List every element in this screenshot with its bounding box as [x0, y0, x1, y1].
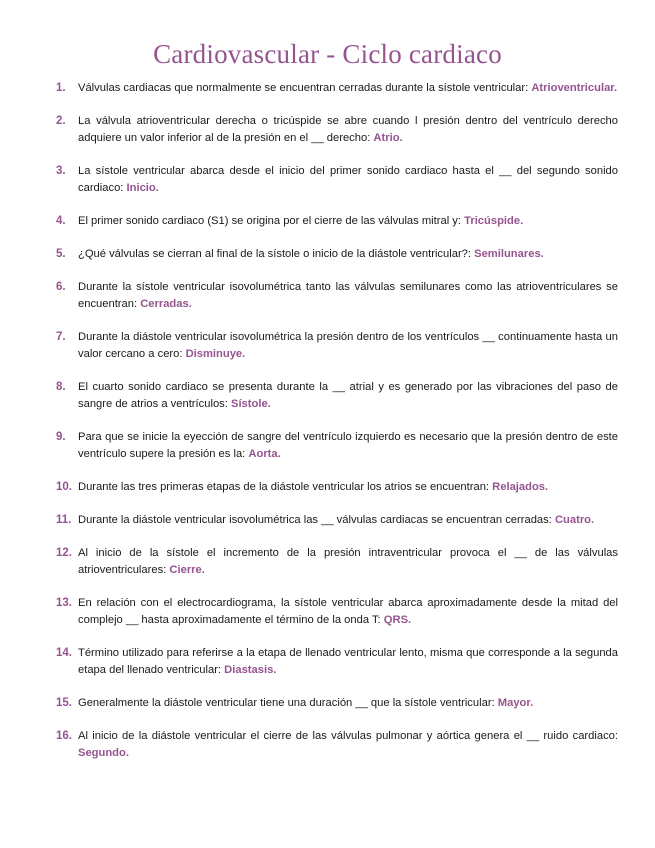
question-item: [56, 329, 618, 363]
question-item: [56, 213, 618, 230]
answer-text: Segundo.: [78, 747, 129, 759]
question-text: Al inicio de la sístole el incremento de la presión intraventricular provoca el __ de las válvulas atrioventriculares:: [78, 547, 618, 576]
question-item: [56, 645, 618, 679]
answer-text: Disminuye.: [185, 348, 246, 360]
question-item: [56, 279, 618, 313]
question-text: Al inicio de la diástole ventricular el cierre de las válvulas pulmonar y aórtica genera el __ ruido cardiaco:: [78, 730, 618, 742]
question-number: 10.: [56, 481, 72, 493]
question-item: [56, 429, 618, 463]
question-text: Durante la sístole ventricular isovolumétrica tanto las válvulas semilunares como las atrioventriculares se encuentran:: [78, 281, 618, 310]
question-text: En relación con el electrocardiograma, la sístole ventricular abarca aproximadamente desde la mitad del complejo __ hasta aproximadamente el término de la onda T:: [78, 597, 618, 626]
question-text: La válvula atrioventricular derecha o tricúspide se abre cuando l presión dentro del ventrículo derecho adquiere un valor inferior al de la presión en el __ derecho:: [78, 115, 618, 144]
answer-text: Atrioventricular.: [531, 82, 618, 94]
question-item: [56, 728, 618, 762]
question-number: 16.: [56, 730, 72, 742]
question-text: Término utilizado para referirse a la etapa de llenado ventricular lento, misma que corresponde a la segunda etapa del llenado ventricular:: [78, 647, 618, 676]
question-number: 4.: [56, 215, 66, 227]
question-item: [56, 113, 618, 147]
question-text: El cuarto sonido cardiaco se presenta durante la __ atrial y es generado por las vibraciones del paso de sangre de atrios a ventrículos:: [78, 381, 618, 410]
answer-text: Aorta.: [248, 448, 281, 460]
answer-text: Tricúspide.: [464, 215, 524, 227]
question-list: [56, 80, 618, 778]
question-text: Durante la diástole ventricular isovolumétrica la presión dentro de los ventrículos __ continuamente hasta un valor cercano a cero:: [78, 331, 618, 360]
question-number: 1.: [56, 82, 66, 94]
question-number: 6.: [56, 281, 66, 293]
answer-text: Cerradas.: [140, 298, 192, 310]
question-item: [56, 512, 618, 529]
answer-text: Mayor.: [497, 697, 534, 709]
answer-text: Atrio.: [373, 132, 403, 144]
answer-text: Cuatro.: [554, 514, 595, 526]
question-number: 7.: [56, 331, 66, 343]
page-title: Cardiovascular - Ciclo cardiaco: [153, 39, 502, 69]
question-text: ¿Qué válvulas se cierran al final de la sístole o inicio de la diástole ventricular?:: [78, 248, 472, 260]
question-item: [56, 246, 618, 263]
question-number: 15.: [56, 697, 72, 709]
question-number: 9.: [56, 431, 66, 443]
question-text: Durante la diástole ventricular isovolumétrica las __ válvulas cardiacas se encuentran cerradas:: [78, 514, 552, 526]
question-number: 2.: [56, 115, 66, 127]
question-item: [56, 595, 618, 629]
question-number: 13.: [56, 597, 72, 609]
answer-text: Diastasis.: [224, 664, 277, 676]
answer-text: Cierre.: [169, 564, 205, 576]
question-text: La sístole ventricular abarca desde el inicio del primer sonido cardiaco hasta el __ del segundo sonido cardiaco:: [78, 165, 618, 194]
answer-text: Sístole.: [230, 398, 271, 410]
question-item: [56, 80, 618, 97]
question-item: [56, 163, 618, 197]
question-text: Para que se inicie la eyección de sangre del ventrículo izquierdo es necesario que la presión dentro de este ventrículo supere la presión es la:: [78, 431, 618, 460]
question-number: 14.: [56, 647, 72, 659]
question-item: [56, 545, 618, 579]
answer-text: Inicio.: [126, 182, 159, 194]
question-item: [56, 379, 618, 413]
question-text: Durante las tres primeras etapas de la diástole ventricular los atrios se encuentran:: [78, 481, 490, 493]
answer-text: Relajados.: [492, 481, 549, 493]
question-text: Válvulas cardiacas que normalmente se encuentran cerradas durante la sístole ventricular:: [78, 82, 529, 94]
question-number: 3.: [56, 165, 66, 177]
question-number: 8.: [56, 381, 66, 393]
question-text: Generalmente la diástole ventricular tiene una duración __ que la sístole ventricular:: [78, 697, 495, 709]
question-text: El primer sonido cardiaco (S1) se origina por el cierre de las válvulas mitral y:: [78, 215, 462, 227]
question-number: 11.: [56, 514, 72, 526]
answer-text: Semilunares.: [474, 248, 544, 260]
question-item: [56, 479, 618, 496]
answer-text: QRS.: [383, 614, 412, 626]
question-number: 12.: [56, 547, 72, 559]
question-item: [56, 695, 618, 712]
question-number: 5.: [56, 248, 66, 260]
